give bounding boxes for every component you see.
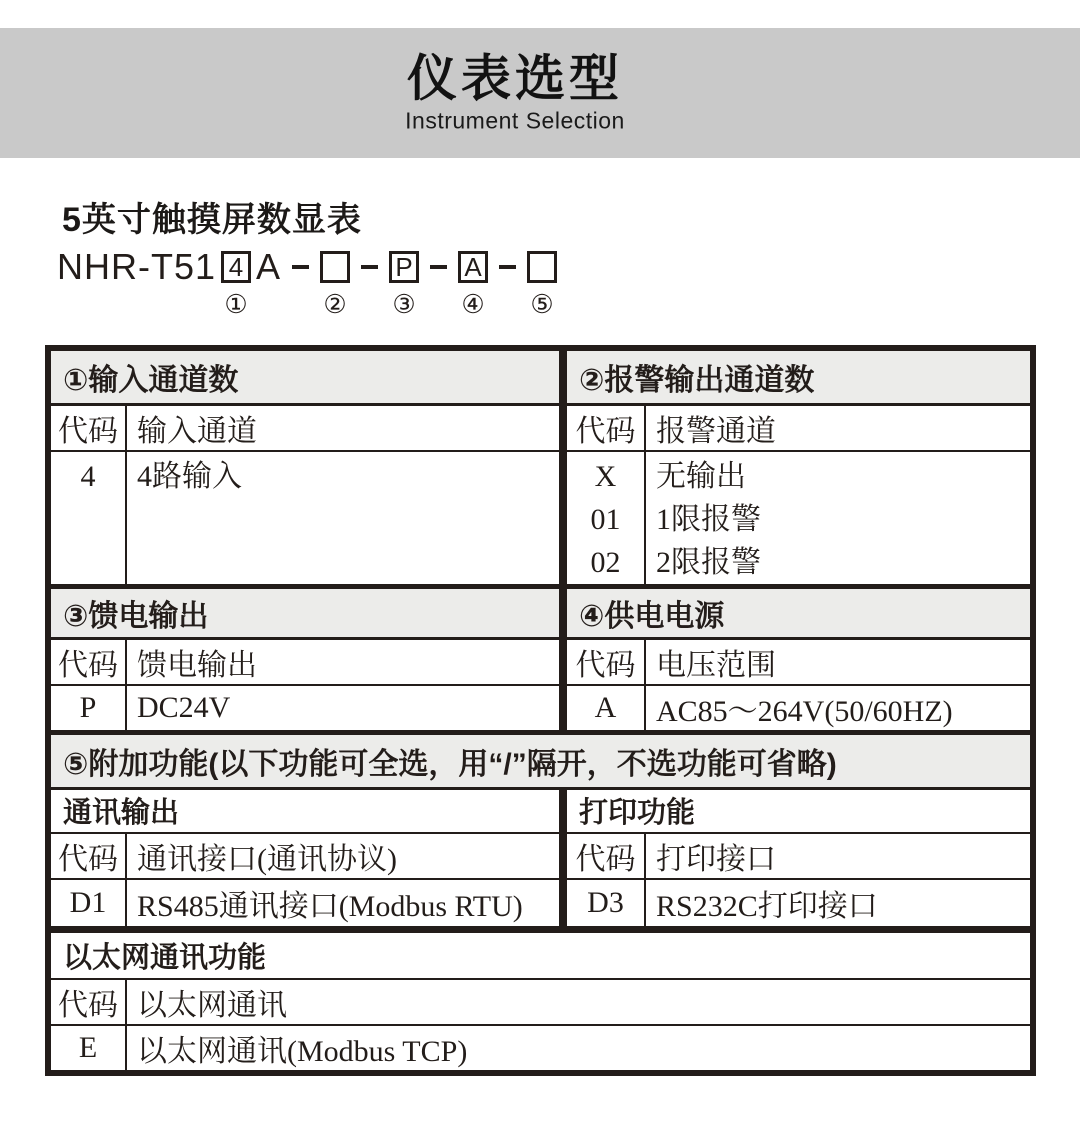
model-after-box1-seg xyxy=(256,246,282,287)
dash-icon xyxy=(292,265,309,269)
model-mark4: ④ xyxy=(461,290,485,319)
alarm-desc: 无输出 xyxy=(656,459,746,493)
page-banner xyxy=(0,28,1080,158)
model-mark5: ⑤ xyxy=(530,290,554,319)
model-box3-seg xyxy=(389,250,419,318)
print-desc: RS232C打印接口 xyxy=(645,879,1033,929)
section5-title: ⑤附加功能(以下功能可全选，用“/”隔开，不选功能可省略) xyxy=(48,732,1033,788)
voltage-range-header: 电压范围 xyxy=(645,638,1033,685)
section5-subheader-row xyxy=(48,788,1033,833)
feed-code: P xyxy=(48,685,126,733)
section2-header-row xyxy=(48,586,1033,638)
page-title: 仪表选型 xyxy=(406,50,623,107)
model-dash3-seg xyxy=(424,250,453,284)
section1-right-title: ②报警输出通道数 xyxy=(563,348,1033,404)
code-header: 代码 xyxy=(563,638,645,685)
model-prefix: NHR-T51 xyxy=(57,246,217,287)
model-mark3: ③ xyxy=(392,290,416,319)
section4-title: ④供电电源 xyxy=(563,586,1033,638)
ethernet-subheader-row xyxy=(48,929,1033,979)
print-interface-header: 打印接口 xyxy=(645,833,1033,879)
alarm-code: 01 xyxy=(590,502,621,536)
alarm-desc-cell xyxy=(645,451,1033,587)
model-dash1-seg xyxy=(286,250,315,284)
ethernet-code: E xyxy=(48,1025,126,1073)
alarm-code: 02 xyxy=(590,545,621,579)
comm-interface-header: 通讯接口(通讯协议) xyxy=(126,833,563,879)
code-header: 代码 xyxy=(48,404,126,451)
dash-icon xyxy=(499,265,516,269)
power-desc: AC85～264V(50/60HZ) xyxy=(645,685,1033,733)
model-after-box1: A xyxy=(256,246,282,287)
input-code: 4 xyxy=(80,459,96,493)
ethernet-column-header-row xyxy=(48,979,1033,1025)
product-heading: 5英寸触摸屏数显表 xyxy=(62,201,362,239)
model-box1-seg xyxy=(221,250,251,318)
dash-icon xyxy=(361,265,378,269)
alarm-channel-header: 报警通道 xyxy=(645,404,1033,451)
comm-output-subtitle: 通讯输出 xyxy=(48,788,563,833)
feed-output-header: 馈电输出 xyxy=(126,638,563,685)
print-code: D3 xyxy=(563,879,645,929)
section1-header-row xyxy=(48,348,1033,404)
ethernet-desc: 以太网通讯(Modbus TCP) xyxy=(126,1025,1033,1073)
print-function-subtitle: 打印功能 xyxy=(563,788,1033,833)
feed-desc: DC24V xyxy=(126,685,563,733)
alarm-code-cell xyxy=(563,451,645,587)
code-header: 代码 xyxy=(563,404,645,451)
model-box5-seg xyxy=(527,250,557,318)
section5-body-row xyxy=(48,879,1033,929)
section1-left-title: ①输入通道数 xyxy=(48,348,563,404)
code-header: 代码 xyxy=(563,833,645,879)
model-dash2-seg xyxy=(355,250,384,284)
model-prefix-seg xyxy=(57,246,217,287)
selection-table xyxy=(45,345,1036,1076)
model-box3: P xyxy=(389,251,419,283)
model-box1: 4 xyxy=(221,251,251,283)
section2-body-row xyxy=(48,685,1033,733)
section5-header-row xyxy=(48,732,1033,788)
ethernet-body-row xyxy=(48,1025,1033,1073)
power-code: A xyxy=(563,685,645,733)
model-box2 xyxy=(320,251,350,283)
ethernet-subtitle: 以太网通讯功能 xyxy=(48,929,1033,979)
alarm-desc: 1限报警 xyxy=(656,502,761,536)
model-box4-seg xyxy=(458,250,488,318)
section2-column-header-row xyxy=(48,638,1033,685)
dash-icon xyxy=(430,265,447,269)
section1-column-header-row xyxy=(48,404,1033,451)
comm-code: D1 xyxy=(48,879,126,929)
code-header: 代码 xyxy=(48,833,126,879)
model-box4: A xyxy=(458,251,488,283)
model-box2-seg xyxy=(320,250,350,318)
page-subtitle: Instrument Selection xyxy=(405,107,625,134)
code-header: 代码 xyxy=(48,979,126,1025)
model-mark1: ① xyxy=(224,290,248,319)
ethernet-comm-header: 以太网通讯 xyxy=(126,979,1033,1025)
input-desc-cell xyxy=(126,451,563,587)
section3-title: ③馈电输出 xyxy=(48,586,563,638)
code-header: 代码 xyxy=(48,638,126,685)
model-dash4-seg xyxy=(493,250,522,284)
section1-body-row xyxy=(48,451,1033,587)
model-box5 xyxy=(527,251,557,283)
alarm-desc: 2限报警 xyxy=(656,545,761,579)
alarm-code: X xyxy=(594,459,617,493)
input-desc: 4路输入 xyxy=(137,459,242,493)
model-mark2: ② xyxy=(323,290,347,319)
section5-column-header-row xyxy=(48,833,1033,879)
input-code-cell xyxy=(48,451,126,587)
model-code-line xyxy=(57,246,557,319)
comm-desc: RS485通讯接口(Modbus RTU) xyxy=(126,879,563,929)
input-channel-header: 输入通道 xyxy=(126,404,563,451)
